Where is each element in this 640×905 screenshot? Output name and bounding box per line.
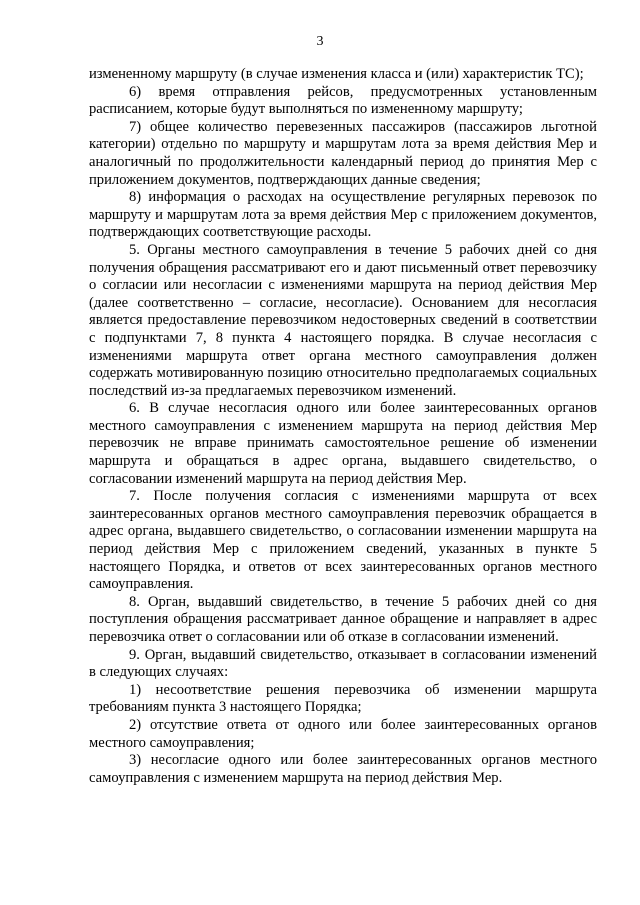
paragraph-subitem-3: 3) несогласие одного или более заинтересованных органов местного самоуправления с изменением маршрута на период действия Мер. [89,752,597,786]
paragraph-clause-5: 5. Органы местного самоуправления в течение 5 рабочих дней со дня получения обращения рассматривают его и дают письменный ответ перевозчику о согласии или несогласии с изменениями маршрута на период действия Мер (далее соответственно – согласие, несогласие). Основанием для несогласия является предоставление перевозчиком недостоверных сведений в соответствии с подпунктами 7, 8 пункта 4 настоящего порядка. В случае несогласия с изменениями маршрута ответ органа местного самоуправления должен содержать мотивированную позицию относительно предполагаемых социальных последствий из-за предлагаемых перевозчиком изменений. [89,241,597,399]
paragraph-clause-6: 6. В случае несогласия одного или более заинтересованных органов местного самоуправления с изменением маршрута на период действия Мер перевозчик не вправе принимать самостоятельное решение об изменении маршрута и обращаться в адрес органа, выдавшего свидетельство, о согласовании изменений маршрута на период действия Мер. [89,400,597,487]
paragraph-item-8: 8) информация о расходах на осуществление регулярных перевозок по маршруту и маршрутам лота за время действия Мер с приложением документов, подтверждающих соответствующие расходы. [89,189,597,241]
paragraph-clause-7: 7. После получения согласия с изменениями маршрута от всех заинтересованных органов местного самоуправления перевозчик обращается в адрес органа, выдавшего свидетельство, о согласовании изменении маршрута на период действия Мер с приложением сведений, указанных в пункте 5 настоящего Порядка, и ответов от всех заинтересованных органов местного самоуправления. [89,488,597,593]
paragraph-subitem-2: 2) отсутствие ответа от одного или более заинтересованных органов местного самоуправления; [89,716,597,751]
paragraph-item-6: 6) время отправления рейсов, предусмотренных установленным расписанием, которые будут выполняться по измененному маршруту; [89,83,597,118]
document-body [89,66,597,787]
paragraph-clause-9: 9. Орган, выдавший свидетельство, отказывает в согласовании изменений в следующих случаях: [89,646,597,681]
paragraph-clause-8: 8. Орган, выдавший свидетельство, в течение 5 рабочих дней со дня поступления обращения рассматривает данное обращение и направляет в адрес перевозчика ответ о согласовании или об отказе в согласовании изменений. [89,593,597,645]
page-number: 3 [316,34,324,49]
paragraph-item-7: 7) общее количество перевезенных пассажиров (пассажиров льготной категории) отдельно по маршруту и маршрутам лота за время действия Мер и аналогичный по продолжительности календарный период до принятия Мер с приложением документов, подтверждающих данные сведения; [89,118,597,188]
paragraph-subitem-1: 1) несоответствие решения перевозчика об изменении маршрута требованиям пункта 3 настоящего Порядка; [89,681,597,716]
paragraph-continuation: измененному маршруту (в случае изменения класса и (или) характеристик ТС); [89,66,584,82]
